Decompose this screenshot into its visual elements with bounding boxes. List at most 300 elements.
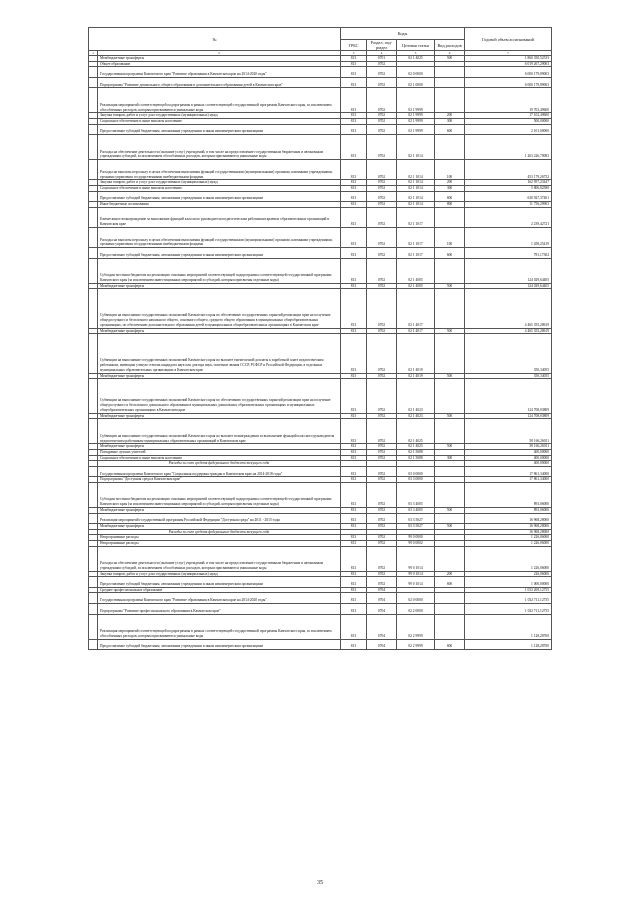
row-vid: 100 <box>435 160 465 180</box>
row-vid: 500 <box>435 444 465 450</box>
row-razdel: 0702 <box>367 124 397 135</box>
row-name: Межбюджетные трансферты <box>98 524 341 530</box>
row-target: 02 1 1014 <box>397 191 435 202</box>
row-name: Социальное обеспечение и иные выплаты населению <box>98 118 341 124</box>
row-name: Межбюджетные трансферты <box>98 328 341 334</box>
row-name: Поощрение лучших учителей <box>98 450 341 456</box>
row-target: 02 1 1017 <box>397 207 435 227</box>
num-cell <box>89 258 98 283</box>
row-name: Социальное обеспечение и иные выплаты населению <box>98 455 341 461</box>
row-vid <box>435 419 465 444</box>
row-amount: 893,06000 <box>465 483 552 508</box>
row-razdel: 0702 <box>367 207 397 227</box>
row-amount: 630 927,37401 <box>465 191 552 202</box>
header-codes: Коды <box>341 28 465 40</box>
row-vid: 600 <box>435 248 465 259</box>
row-vid: 300 <box>435 185 465 191</box>
budget-table <box>88 27 552 650</box>
row-target: 02 1 4023 <box>397 379 435 414</box>
row-grbs: 813 <box>341 450 367 456</box>
row-target: 02 1 4017 <box>397 289 435 328</box>
row-grbs: 813 <box>341 577 367 588</box>
table-row <box>89 67 552 78</box>
row-razdel: 0702 <box>367 202 397 208</box>
row-vid <box>435 614 465 639</box>
row-amount: 1 226,06000 <box>465 535 552 541</box>
row-target: 03 0 0000 <box>397 466 435 477</box>
row-grbs: 813 <box>341 535 367 541</box>
num-cell <box>89 546 98 571</box>
row-grbs: 813 <box>341 185 367 191</box>
num-cell <box>89 248 98 259</box>
row-razdel: 0702 <box>367 334 397 373</box>
row-amount: 2 101,00000 <box>465 124 552 135</box>
row-razdel: 0702 <box>367 455 397 461</box>
row-grbs: 813 <box>341 587 367 593</box>
row-vid: 500 <box>435 56 465 62</box>
table-row <box>89 614 552 639</box>
row-razdel: 0702 <box>367 444 397 450</box>
row-grbs: 813 <box>341 56 367 62</box>
row-vid <box>435 483 465 508</box>
row-target: 02 1 4025 <box>397 444 435 450</box>
row-grbs: 813 <box>341 328 367 334</box>
row-target: 02 1 4019 <box>397 373 435 379</box>
table-row <box>89 593 552 604</box>
row-amount: 124 708,03809 <box>465 379 552 414</box>
row-grbs: 813 <box>341 419 367 444</box>
row-vid: 300 <box>435 118 465 124</box>
row-target: 02 1 1017 <box>397 248 435 259</box>
row-razdel: 0702 <box>367 508 397 514</box>
row-target: 02 2 9999 <box>397 614 435 639</box>
row-name: Предоставление субсидий бюджетным, автономным учреждениям и иным некоммерческим организациям <box>98 639 341 650</box>
table-row <box>89 546 552 571</box>
row-target: 02 2 0000 <box>397 603 435 614</box>
row-target: 99 0 1014 <box>397 546 435 571</box>
row-name: Расходы за счет средств федерального бюджета текущего года <box>98 529 341 535</box>
num-cell <box>89 88 98 113</box>
row-grbs: 813 <box>341 524 367 530</box>
row-name: Субсидии местным бюджетам на реализацию основных мероприятий соответствующей подпрограммы соответствующей государственной программы Камчатского края (за исключением инвестиционных мероприятий и субсидий, которым присвоены отдельные коды) <box>98 258 341 283</box>
row-name: Предоставление субсидий бюджетным, автономным учреждениям и иным некоммерческим организациям <box>98 248 341 259</box>
row-name: Субвенции на выполнение государственных полномочий Камчатского края по обеспечению государственных гарантий реализации прав на получение общедоступного и бесплатного дошкольного образования в муниципальных дошкольных образовательных организациях и муниципальных общеобразовательных организациях в Камчатском крае <box>98 379 341 414</box>
row-target: 02 1 1014 <box>397 180 435 186</box>
row-vid <box>435 67 465 78</box>
table-row <box>89 77 552 88</box>
row-name: Расходы на обеспечение деятельности (оказание услуг) учреждений, в том числе на предоставление государственным бюджетным и автономным учреждениям субсидий, за исключением обособленных расходов, которым присваиваются уникальные коды <box>98 135 341 160</box>
row-grbs: 813 <box>341 571 367 577</box>
row-name: Расходы на выплаты персоналу в целях обеспечения выполнения функций государственными (муниципальными) органами, казенными учреждениями, органами управления государственными внебюджетными фондами <box>98 160 341 180</box>
row-grbs: 813 <box>341 248 367 259</box>
colnum: 4 <box>367 51 397 56</box>
row-name: Субвенции на выполнение государственных полномочий Камчатского края по обеспечению государственных гарантий реализации прав на получение общедоступного и бесплатного начального общего, основного общего, среднего общего образования в муниципальных общеобразовательных организациях, по обеспечению дополнительного образования детей в муниципальных общеобразовательных организациях в Камчатском крае <box>98 289 341 328</box>
row-name: Среднее профессиональное образование <box>98 587 341 593</box>
row-target: 03 3 4005 <box>397 508 435 514</box>
row-razdel: 0702 <box>367 118 397 124</box>
row-vid <box>435 334 465 373</box>
num-cell <box>89 135 98 160</box>
row-grbs: 813 <box>341 546 367 571</box>
row-name: Расходы на выплаты персоналу в целях обеспечения выполнения функций государственными (муниципальными) органами, казенными учреждениями, органами управления государственными внебюджетными фондами <box>98 227 341 247</box>
row-target: 02 1 4023 <box>397 413 435 419</box>
row-amount: 16 968,28000 <box>465 513 552 524</box>
row-target: 02 0 0000 <box>397 593 435 604</box>
row-razdel: 0702 <box>367 413 397 419</box>
row-amount: 1 226,06000 <box>465 540 552 546</box>
row-razdel: 0702 <box>367 283 397 289</box>
row-amount: 58 166,26011 <box>465 444 552 450</box>
row-grbs: 813 <box>341 202 367 208</box>
row-razdel: 0704 <box>367 593 397 604</box>
row-razdel: 0702 <box>367 571 397 577</box>
row-amount: 1 032 711,12755 <box>465 593 552 604</box>
row-amount: 1 000,00000 <box>465 577 552 588</box>
table-row <box>89 639 552 650</box>
row-name: Иные бюджетные ассигнования <box>98 202 341 208</box>
row-razdel: 0702 <box>367 483 397 508</box>
row-grbs: 813 <box>341 508 367 514</box>
row-grbs: 813 <box>341 160 367 180</box>
row-target: 02 1 4017 <box>397 328 435 334</box>
row-vid: 100 <box>435 227 465 247</box>
row-grbs: 813 <box>341 603 367 614</box>
row-name: Общее образование <box>98 61 341 67</box>
row-target: 02 1 9999 <box>397 88 435 113</box>
row-amount: 500,00000 <box>465 118 552 124</box>
row-name: Подпрограмма "Развитие профессионального образования в Камчатском крае" <box>98 603 341 614</box>
row-razdel: 0702 <box>367 477 397 483</box>
row-name: Реализация мероприятий соответствующей подпрограммы в рамках соответствующей государственной программы Камчатского края, за исключением обособленных расходов, которым присваиваются уникальные коды <box>98 614 341 639</box>
row-grbs: 813 <box>341 283 367 289</box>
row-grbs: 813 <box>341 77 367 88</box>
table-row <box>89 191 552 202</box>
row-name: Ежемесячное вознаграждение за выполнение функций классного руководителя педагогическим работникам краевых образовательных организаций в Камчатском крае <box>98 207 341 227</box>
num-cell <box>89 639 98 650</box>
row-amount: 16 968,28000 <box>465 524 552 530</box>
row-name: Закупка товаров, работ и услуг для государственных (муниципальных) нужд <box>98 180 341 186</box>
num-cell <box>89 419 98 444</box>
row-name: Субвенции на выполнение государственных полномочий Камчатского края по выплате ежемесячной доплаты к заработной плате педагогическим работникам, имеющим ученую степень кандидата наук или доктора наук, почетные звания СССР, РСФСР и Российской Федерации, в отдельных муниципальных образовательных организациях в Камчатском крае <box>98 334 341 373</box>
num-cell <box>89 334 98 373</box>
row-razdel: 0704 <box>367 587 397 593</box>
num-cell <box>89 77 98 88</box>
row-razdel: 0702 <box>367 328 397 334</box>
row-amount: 893,06000 <box>465 508 552 514</box>
colnum: 5 <box>397 51 435 56</box>
row-target: 02 1 4005 <box>397 283 435 289</box>
colnum: 1 <box>89 51 98 56</box>
table-row <box>89 334 552 373</box>
row-vid <box>435 258 465 283</box>
table-row <box>89 577 552 588</box>
row-razdel: 0702 <box>367 185 397 191</box>
row-vid: 200 <box>435 571 465 577</box>
row-amount: 400,00000 <box>465 455 552 461</box>
num-cell <box>89 603 98 614</box>
row-grbs: 813 <box>341 180 367 186</box>
row-vid <box>435 289 465 328</box>
row-name: Закупка товаров, работ и услуг для государственных (муниципальных) нужд <box>98 113 341 119</box>
row-razdel: 0702 <box>367 419 397 444</box>
row-name: Субвенции на выполнение государственных полномочий Камчатского края по выплате вознаграждения за выполнение функций классного руководителя педагогическим работникам муниципальных образовательных организаций в Камчатском крае <box>98 419 341 444</box>
colnum: 7 <box>465 51 552 56</box>
num-cell <box>89 593 98 604</box>
row-grbs: 813 <box>341 289 367 328</box>
num-cell <box>89 466 98 477</box>
table-row <box>89 135 552 160</box>
row-grbs: 813 <box>341 466 367 477</box>
row-razdel: 0702 <box>367 466 397 477</box>
row-name: Государственная программа Камчатского края "Развитие образования в Камчатском крае на 2014-2020 годы" <box>98 593 341 604</box>
row-target: 02 1 5088 <box>397 455 435 461</box>
row-razdel: 0704 <box>367 603 397 614</box>
row-vid: 600 <box>435 577 465 588</box>
row-grbs: 813 <box>341 61 367 67</box>
row-target: 03 3 5027 <box>397 524 435 530</box>
row-target: 02 1 1017 <box>397 227 435 247</box>
row-razdel: 0702 <box>367 513 397 524</box>
num-cell <box>89 124 98 135</box>
row-grbs: 813 <box>341 67 367 78</box>
row-vid: 800 <box>435 202 465 208</box>
row-vid <box>435 77 465 88</box>
row-razdel: 0702 <box>367 258 397 283</box>
row-grbs: 813 <box>341 444 367 450</box>
row-vid <box>435 379 465 414</box>
header-annual: Годовой объем ассигнований <box>465 28 552 51</box>
table-row <box>89 466 552 477</box>
table-row <box>89 207 552 227</box>
row-grbs: 813 <box>341 379 367 414</box>
row-name: Межбюджетные трансферты <box>98 283 341 289</box>
table-row <box>89 419 552 444</box>
num-cell <box>89 289 98 328</box>
row-razdel: 0702 <box>367 67 397 78</box>
row-target: 02 1 1014 <box>397 160 435 180</box>
row-target: 02 1 4025 <box>397 419 435 444</box>
num-cell <box>89 614 98 639</box>
row-amount: 4 465 355,28619 <box>465 289 552 328</box>
row-vid: 600 <box>435 124 465 135</box>
row-razdel: 0702 <box>367 77 397 88</box>
row-grbs: 813 <box>341 191 367 202</box>
table-row <box>89 513 552 524</box>
table-row <box>89 248 552 259</box>
row-grbs: 813 <box>341 88 367 113</box>
row-razdel: 0702 <box>367 373 397 379</box>
row-amount: 19 703,49600 <box>465 88 552 113</box>
row-name: Межбюджетные трансферты <box>98 508 341 514</box>
row-grbs: 813 <box>341 540 367 546</box>
row-razdel: 0701 <box>367 56 397 62</box>
row-razdel: 0702 <box>367 88 397 113</box>
row-grbs: 813 <box>341 118 367 124</box>
row-amount: 17 861,34000 <box>465 466 552 477</box>
row-amount: 226,06000 <box>465 571 552 577</box>
row-grbs: 813 <box>341 477 367 483</box>
row-amount: 1 263 226,70083 <box>465 135 552 160</box>
row-grbs: 813 <box>341 207 367 227</box>
row-grbs: 813 <box>341 593 367 604</box>
row-razdel: 0702 <box>367 450 397 456</box>
row-vid <box>435 593 465 604</box>
row-target: 02 1 4025 <box>397 56 435 62</box>
row-vid: 500 <box>435 328 465 334</box>
row-amount: 453 179,26752 <box>465 160 552 180</box>
header-num: № <box>89 28 341 51</box>
row-grbs: 813 <box>341 227 367 247</box>
table-row <box>89 379 552 414</box>
row-name: Подпрограмма "Доступная среда в Камчатском крае" <box>98 477 341 483</box>
row-amount: 11 756,29903 <box>465 202 552 208</box>
row-razdel: 0702 <box>367 546 397 571</box>
row-razdel: 0702 <box>367 248 397 259</box>
colnum: 3 <box>341 51 367 56</box>
row-target: 99 0 1014 <box>397 577 435 588</box>
row-grbs: 813 <box>341 373 367 379</box>
num-cell <box>89 67 98 78</box>
row-name: Непрограммные расходы <box>98 535 341 541</box>
row-grbs: 813 <box>341 113 367 119</box>
row-grbs: 813 <box>341 135 367 160</box>
row-vid: 500 <box>435 373 465 379</box>
row-target: 02 1 1014 <box>397 202 435 208</box>
row-target: 02 2 9999 <box>397 639 435 650</box>
row-target: 02 1 1014 <box>397 185 435 191</box>
row-amount: 1 128,28700 <box>465 614 552 639</box>
row-name: Межбюджетные трансферты <box>98 373 341 379</box>
row-amount: 4 465 355,28619 <box>465 328 552 334</box>
row-amount: 5 806,82580 <box>465 185 552 191</box>
table-header <box>89 28 552 56</box>
header-target: Целевая статья <box>397 40 435 51</box>
header-razdel: Раздел, под-раздел <box>367 40 397 51</box>
header-vid: Вид расходов <box>435 40 465 51</box>
row-grbs: 813 <box>341 513 367 524</box>
row-target: 02 1 9999 <box>397 124 435 135</box>
row-razdel: 0702 <box>367 135 397 160</box>
row-amount: 1 226,06000 <box>465 546 552 571</box>
row-vid: 300 <box>435 455 465 461</box>
row-amount: 162 957,23447 <box>465 180 552 186</box>
row-target: 02 1 4019 <box>397 334 435 373</box>
row-grbs: 813 <box>341 455 367 461</box>
row-vid: 500 <box>435 283 465 289</box>
row-razdel: 0702 <box>367 540 397 546</box>
row-name: Реализация мероприятий государственной программы Российской Федерации "Доступная среда" на 2011 - 2015 годы <box>98 513 341 524</box>
table-row <box>89 258 552 283</box>
row-amount: 400,00000 <box>465 450 552 456</box>
row-amount: 1 032 711,12755 <box>465 603 552 614</box>
table-row <box>89 227 552 247</box>
row-razdel: 0702 <box>367 535 397 541</box>
row-amount: 2 239,42721 <box>465 207 552 227</box>
row-name: Закупка товаров, работ и услуг для государственных (муниципальных) нужд <box>98 571 341 577</box>
row-target: 02 1 4005 <box>397 258 435 283</box>
row-amount: 400,00000 <box>465 461 552 467</box>
row-vid: 600 <box>435 191 465 202</box>
row-amount: 16 968,28000 <box>465 529 552 535</box>
row-target: 02 1 0000 <box>397 77 435 88</box>
num-cell <box>89 227 98 247</box>
row-target: 03 3 0000 <box>397 477 435 483</box>
row-amount: 350,34055 <box>465 373 552 379</box>
row-amount: 781,17302 <box>465 248 552 259</box>
num-cell <box>89 513 98 524</box>
row-name: Подпрограмма "Развитие дошкольного, общего образования и дополнительного образования детей в Камчатском крае" <box>98 77 341 88</box>
table-row <box>89 603 552 614</box>
colnum: 6 <box>435 51 465 56</box>
row-vid <box>435 135 465 160</box>
row-target: 03 3 5027 <box>397 513 435 524</box>
row-razdel: 0702 <box>367 61 397 67</box>
row-target: 03 3 4005 <box>397 483 435 508</box>
row-name: Государственная программа Камчатского края "Социальная поддержка граждан в Камчатском крае на 2014-2018 годы" <box>98 466 341 477</box>
row-name: Межбюджетные трансферты <box>98 56 341 62</box>
row-name: Межбюджетные трансферты <box>98 413 341 419</box>
row-amount: 17 861,34000 <box>465 477 552 483</box>
table-row <box>89 483 552 508</box>
row-name: Расходы за счет средств федерального бюджета текущего года <box>98 461 341 467</box>
row-target: 02 1 9999 <box>397 118 435 124</box>
num-cell <box>89 191 98 202</box>
row-razdel: 0704 <box>367 614 397 639</box>
row-name: Реализация мероприятий соответствующей подпрограммы в рамках соответствующей государственной программы Камчатского края, за исключением обособленных расходов, которым присваиваются уникальные коды <box>98 88 341 113</box>
row-amount: 1 033 269,12755 <box>465 587 552 593</box>
num-cell <box>89 379 98 414</box>
row-razdel: 0702 <box>367 227 397 247</box>
row-razdel: 0702 <box>367 113 397 119</box>
row-amount: 6 000 179,89003 <box>465 77 552 88</box>
row-grbs: 813 <box>341 413 367 419</box>
row-vid: 200 <box>435 180 465 186</box>
row-name: Предоставление субсидий бюджетным, автономным учреждениям и иным некоммерческим организациям <box>98 577 341 588</box>
row-grbs: 813 <box>341 258 367 283</box>
row-vid <box>435 207 465 227</box>
table-row <box>89 88 552 113</box>
table-row <box>89 289 552 328</box>
page-number: 35 <box>317 880 323 886</box>
row-vid <box>435 546 465 571</box>
row-amount: 6 000 179,89003 <box>465 67 552 78</box>
row-target: 99 0 1014 <box>397 571 435 577</box>
row-amount: 124 029,64405 <box>465 258 552 283</box>
row-target: 02 1 9999 <box>397 113 435 119</box>
row-grbs: 813 <box>341 334 367 373</box>
row-amount: 1 860 350,52533 <box>465 56 552 62</box>
row-name: Государственная программа Камчатского края "Развитие образования в Камчатском крае на 2014-2020 годы" <box>98 67 341 78</box>
row-grbs: 813 <box>341 614 367 639</box>
row-grbs: 813 <box>341 639 367 650</box>
row-target: 02 0 0000 <box>397 67 435 78</box>
row-amount: 350,34055 <box>465 334 552 373</box>
row-amount: 124 029,64405 <box>465 283 552 289</box>
row-razdel: 0702 <box>367 524 397 530</box>
table-row <box>89 160 552 180</box>
row-vid: 500 <box>435 508 465 514</box>
table-row <box>89 124 552 135</box>
row-name: Межбюджетные трансферты <box>98 444 341 450</box>
row-grbs: 813 <box>341 124 367 135</box>
num-cell <box>89 207 98 227</box>
row-target: 99 0 0000 <box>397 535 435 541</box>
row-razdel: 0702 <box>367 289 397 328</box>
row-razdel: 0702 <box>367 379 397 414</box>
row-target: 02 1 5088 <box>397 450 435 456</box>
row-amount: 1 458,25419 <box>465 227 552 247</box>
num-cell <box>89 483 98 508</box>
